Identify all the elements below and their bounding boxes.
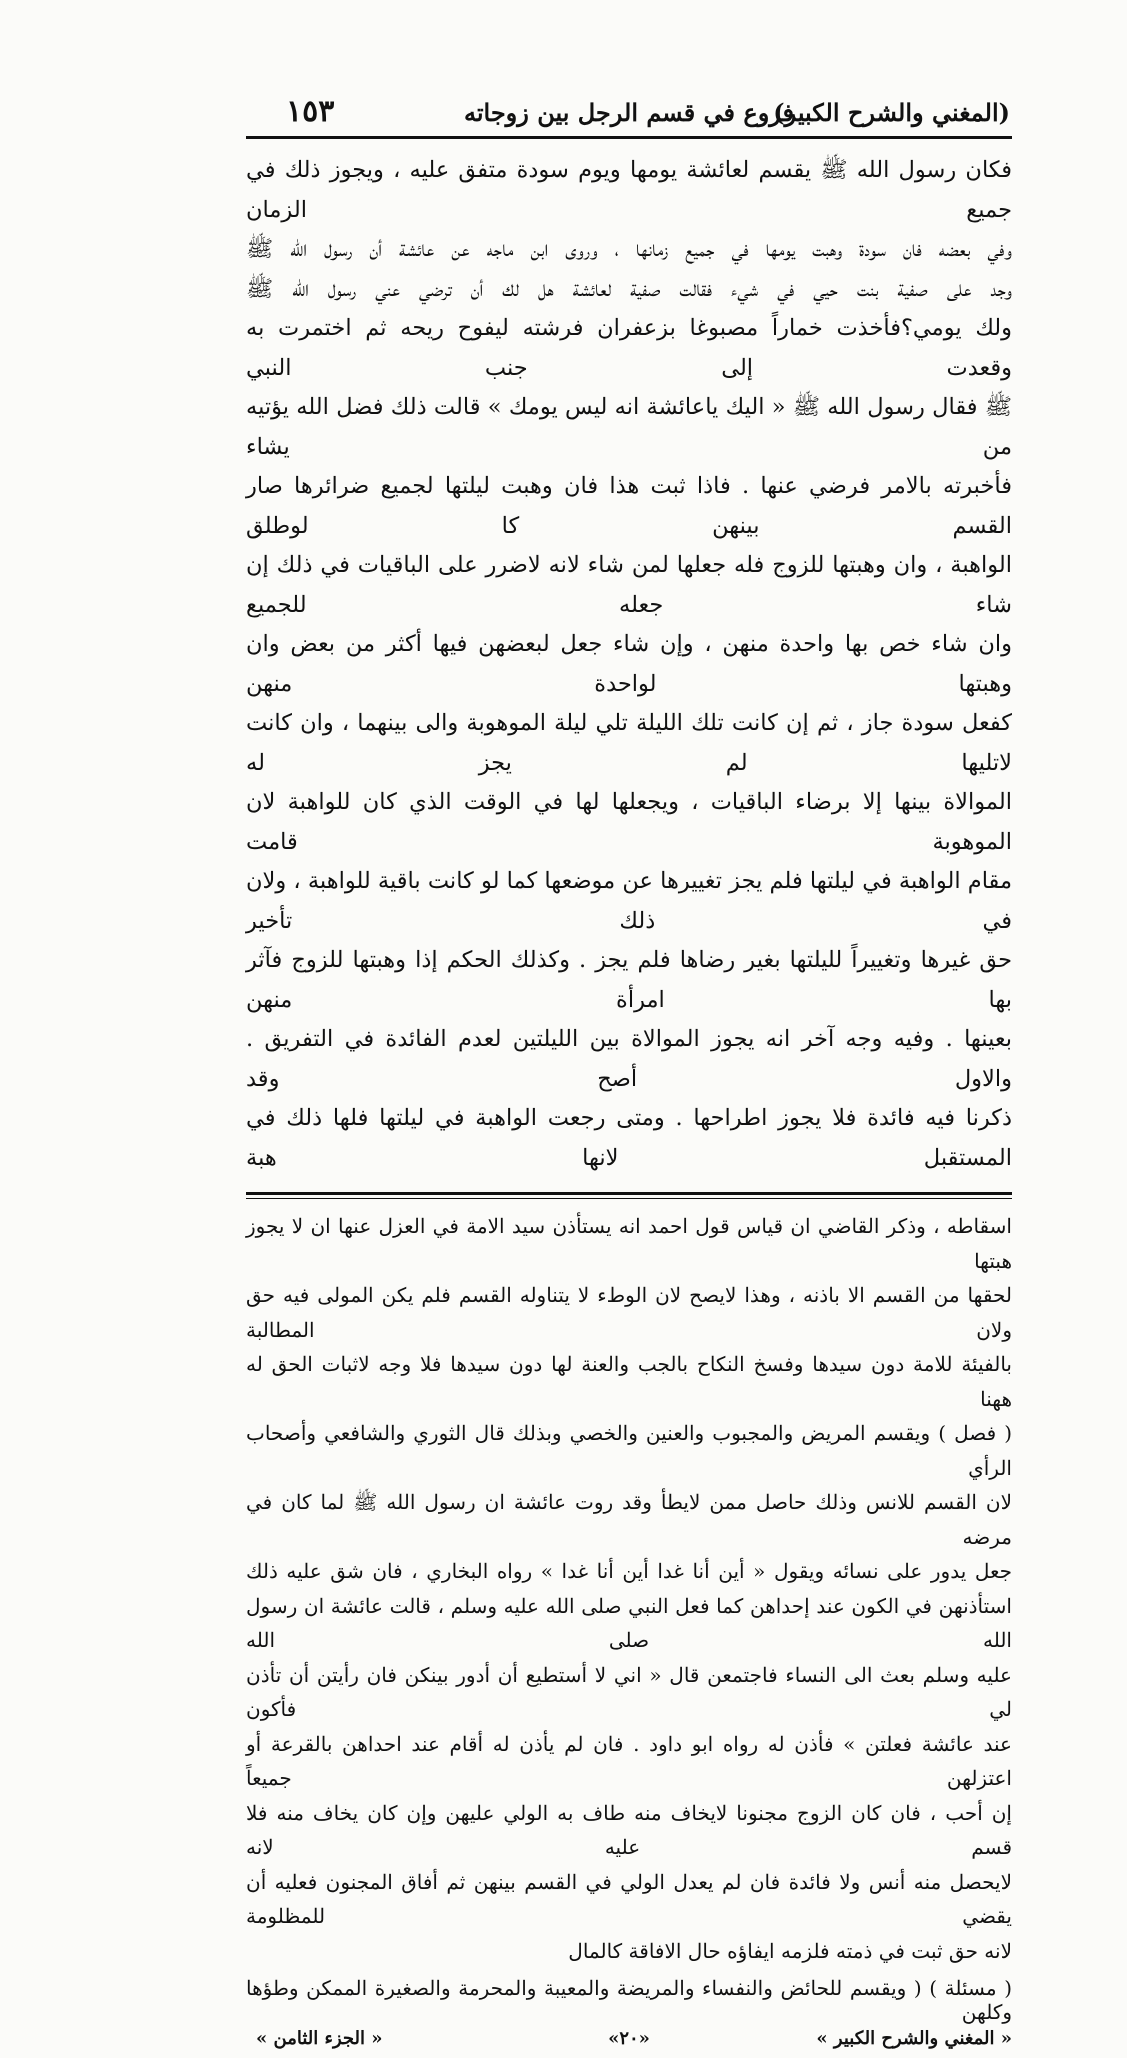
- page-header: [246, 92, 1012, 136]
- fasl-line: عليه وسلم بعث الى النساء فاجتمعن قال « اني لا أستطيع أن أدور بينكن فان رأيتن أن تأذن لي فأكون: [246, 1662, 1012, 1721]
- fasl-line: إن أحب ، فان كان الزوج مجنونا لايخاف منه طاف به الولي عليهن وإن كان يخاف منه فلا قسم عليه لانه: [246, 1800, 1012, 1859]
- fasl-line: لانه حق ثبت في ذمته فلزمه ايفاؤه حال الافاقة كالمال: [568, 1938, 1012, 1963]
- main-line: وجد على صفية بنت حيي في شيء فقالت صفية لعائشة هل لك أن ترضي عني رسول الله ﷺ: [246, 275, 1012, 302]
- book-page: [246, 92, 1012, 2058]
- fasl-line: ( فصل ) ويقسم المريض والمجبوب والعنين والخصي وبذلك قال الثوري والشافعي وأصحاب الرأي: [246, 1421, 1012, 1480]
- book-title: (المغني والشرح الكبير): [773, 98, 1010, 127]
- main-line: مقام الواهبة في ليلتها فلم يجز تغييرها عن موضعها كما لو كانت باقية للواهبة ، ولان في ذلك تأخير: [246, 868, 1012, 934]
- section-divider: [246, 1192, 1012, 1199]
- main-line: وان شاء خص بها واحدة منهن ، وإن شاء جعل لبعضهن فيها أكثر من بعض وان وهبتها لواحدة منهن: [246, 631, 1012, 697]
- main-line: وفي بعضه فان سودة وهبت يومها في جميع زمانها ، وروى ابن ماجه عن عائشة أن رسول الله ﷺ: [246, 236, 1012, 262]
- footer-volume: « الجزء الثامن »: [256, 2028, 383, 2049]
- section-title: فروع في قسم الرجل بين زوجاته: [463, 98, 795, 127]
- main-line: حق غيرها وتغييراً لليلتها بغير رضاها فلم يجز . وكذلك الحكم إذا وهبتها للزوج فآثر بها امرأة منهن: [246, 947, 1012, 1013]
- fasl-line: استأذنهن في الكون عند إحداهن كما فعل النبي صلى الله عليه وسلم ، قالت عائشة ان رسول الله صلى الله: [246, 1593, 1012, 1652]
- fasl-line: لان القسم للانس وذلك حاصل ممن لايطأ وقد روت عائشة ان رسول الله ﷺ لما كان في مرضه: [246, 1490, 1012, 1549]
- commentary-line: لحقها من القسم الا باذنه ، وهذا لايصح لان الوطء لا يتناوله القسم فلم يكن المولى فيه حق ولان المطالبة: [246, 1283, 1012, 1342]
- main-line: ﷺ فقال رسول الله ﷺ « اليك ياعائشة انه ليس يومك » قالت ذلك فضل الله يؤتيه من يشاء: [246, 394, 1012, 460]
- main-line: فكان رسول الله ﷺ يقسم لعائشة يومها ويوم سودة متفق عليه ، ويجوز ذلك في جميع الزمان: [246, 157, 1012, 223]
- commentary-line: اسقاطه ، وذكر القاضي ان قياس قول احمد انه يستأذن سيد الامة في العزل عنها ان لا يجوز هبتها: [246, 1214, 1012, 1273]
- fasl-line: لايحصل منه أنس ولا فائدة فان لم يعدل الولي في القسم بينهن ثم أفاق المجنون فعليه أن يقضي للمظلومة: [246, 1869, 1012, 1928]
- fasl-line: جعل يدور على نسائه ويقول « أين أنا غدا أين أنا غدا » رواه البخاري ، فان شق عليه ذلك: [246, 1559, 1012, 1583]
- commentary: [246, 1209, 1012, 1968]
- main-line: الواهبة ، وان وهبتها للزوج فله جعلها لمن شاء لانه لاضرر على الباقيات في ذلك إن شاء جعله للجميع: [246, 552, 1012, 618]
- main-line: الموالاة بينها إلا برضاء الباقيات ، ويجعلها لها في الوقت الذي كان للواهبة لان الموهوبة قامت: [246, 789, 1012, 855]
- page-footer: [246, 2028, 1012, 2058]
- header-rule: [246, 136, 1012, 139]
- main-line: كفعل سودة جاز ، ثم إن كانت تلك الليلة تلي ليلة الموهوبة والى بينهما ، وان كانت لاتليها لم يجز له: [246, 710, 1012, 776]
- footer-book: « المغني والشرح الكبير »: [816, 2028, 1012, 2049]
- main-text: [246, 151, 1012, 1178]
- issue-line: ( مسئلة ) ( ويقسم للحائض والنفساء والمريضة والمعيبة والمحرمة والصغيرة الممكن وطؤها وكلهن: [246, 1976, 1012, 2024]
- commentary-line: بالفيئة للامة دون سيدها وفسخ النكاح بالجب والعنة لها دون سيدها فلا وجه لاثبات الحق له ههنا: [246, 1352, 1012, 1411]
- main-line: ذكرنا فيه فائدة فلا يجوز اطراحها . ومتى رجعت الواهبة في ليلتها فلها ذلك في المستقبل لانها هبة: [246, 1105, 1012, 1171]
- main-line: فأخبرته بالامر فرضي عنها . فاذا ثبت هذا فان وهبت ليلتها لجميع ضرائرها صار القسم بينهن كا لوطلق: [246, 473, 1012, 539]
- page-number: ١٥٣: [286, 94, 335, 129]
- footer-signature: «٢٠»: [608, 2028, 650, 2049]
- main-line: بعينها . وفيه وجه آخر انه يجوز الموالاة بين الليلتين لعدم الفائدة في التفريق . والاول أصح وقد: [246, 1026, 1012, 1092]
- main-line: ولك يومي؟فأخذت خماراً مصبوغا بزعفران فرشته ليفوح ريحه ثم اختمرت به وقعدت إلى جنب النبي: [246, 315, 1012, 381]
- fasl-line: عند عائشة فعلتن » فأذن له رواه ابو داود . فان لم يأذن له أقام عند احداهن بالقرعة أو اعتزلهن جميعاً: [246, 1731, 1012, 1790]
